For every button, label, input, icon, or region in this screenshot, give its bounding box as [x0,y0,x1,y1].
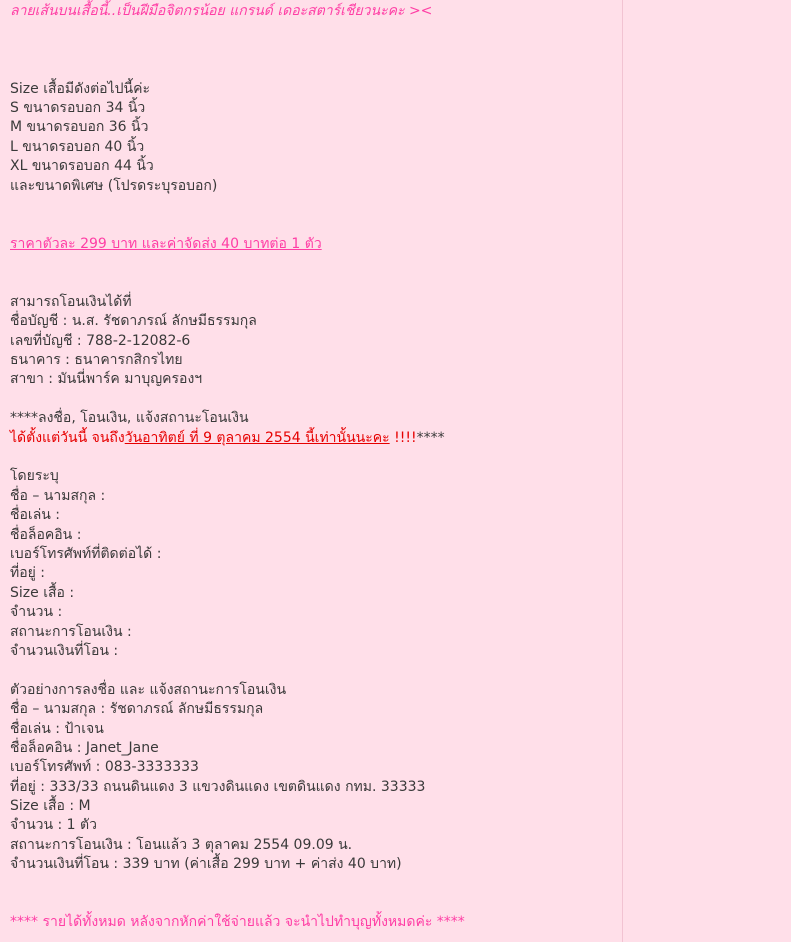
example-line: สถานะการโอนเงิน : โอนแล้ว 3 ตุลาคม 2554 09.09 น. [10,836,353,853]
sizes-section [10,80,615,196]
bank-title: สามารถโอนเงินได้ที่ [10,293,132,310]
example-line: ที่อยู่ : 333/33 ถนนดินแดง 3 แขวงดินแดง เขตดินแดง กทม. 33333 [10,778,426,795]
form-field: ชื่อเล่น : [10,507,61,524]
form-field: เบอร์โทรศัพท์ที่ติดต่อได้ : [10,545,162,562]
form-field: จำนวนเงินที่โอน : [10,642,119,659]
example-section [10,681,615,875]
example-line: จำนวนเงินที่โอน : 339 บาท (ค่าเสื้อ 299 บาท + ค่าส่ง 40 บาท) [10,856,402,873]
column-divider [622,0,623,942]
size-item: M ขนาดรอบอก 36 นิ้ว [10,119,149,136]
example-title: ตัวอย่างการลงชื่อ และ แจ้งสถานะการโอนเงิน [10,681,287,698]
deadline-prefix: ได้ตั้งแต่วันนี้ จนถึง [10,429,125,446]
deadline-section [10,409,615,448]
size-item: XL ขนาดรอบอก 44 นิ้ว [10,158,154,175]
deadline-exclaim: !!!! [389,429,417,446]
example-line: Size เสื้อ : M [10,798,91,815]
bank-section [10,293,615,390]
bank-branch: สาขา : มันนี่พาร์ค มาบุญครองฯ [10,371,203,388]
form-field: จำนวน : [10,604,63,621]
form-field: ชื่อ – นามสกุล : [10,487,106,504]
size-item: S ขนาดรอบอก 34 นิ้ว [10,99,146,116]
footer-line: **** รายได้ทั้งหมด หลังจากหักค่าใช้จ่ายแล้ว จะนำไปทำบุญทั้งหมดค่ะ **** [10,914,465,931]
bank-name: ธนาคาร : ธนาคารกสิกรไทย [10,352,183,369]
example-line: จำนวน : 1 ตัว [10,817,97,834]
deadline-line-2 [10,429,615,448]
post-content [10,0,615,933]
sizes-title: Size เสื้อมีดังต่อไปนี้ค่ะ [10,80,150,97]
bank-account-number: เลขที่บัญชี : 788-2-12082-6 [10,332,191,349]
deadline-date: วันอาทิตย์ ที่ 9 ตุลาคม 2554 นี้เท่านั้นนะคะ [124,429,390,446]
size-item: และขนาดพิเศษ (โปรดระบุรอบอก) [10,177,218,194]
price-link[interactable]: ราคาตัวละ 299 บาท และค่าจัดส่ง 40 บาทต่อ 1 ตัว [10,235,322,252]
form-field: ที่อยู่ : [10,565,46,582]
deadline-line-1: ****ลงชื่อ, โอนเงิน, แจ้งสถานะโอนเงิน [10,410,249,427]
form-title: โดยระบุ [10,468,59,485]
form-section [10,467,615,661]
form-field: ชื่อล็อคอิน : [10,526,82,543]
example-line: ชื่อล็อคอิน : Janet_Jane [10,739,159,756]
deadline-stars: **** [416,429,445,446]
form-field: Size เสื้อ : [10,584,75,601]
example-line: เบอร์โทรศัพท์ : 083-3333333 [10,759,199,776]
header-line: ลายเส้นบนเสื้อนี้..เป็นฝีมือจิตกรน้อย แกรนด์ เดอะสตาร์เชียวนะคะ >< [10,3,433,19]
form-field: สถานะการโอนเงิน : [10,623,132,640]
size-item: L ขนาดรอบอก 40 นิ้ว [10,138,145,155]
bank-account-name: ชื่อบัญชี : น.ส. รัชดาภรณ์ ลักษมีธรรมกุล [10,313,257,330]
example-line: ชื่อ – นามสกุล : รัชดาภรณ์ ลักษมีธรรมกุล [10,701,264,718]
example-line: ชื่อเล่น : ป้าเจน [10,720,104,737]
